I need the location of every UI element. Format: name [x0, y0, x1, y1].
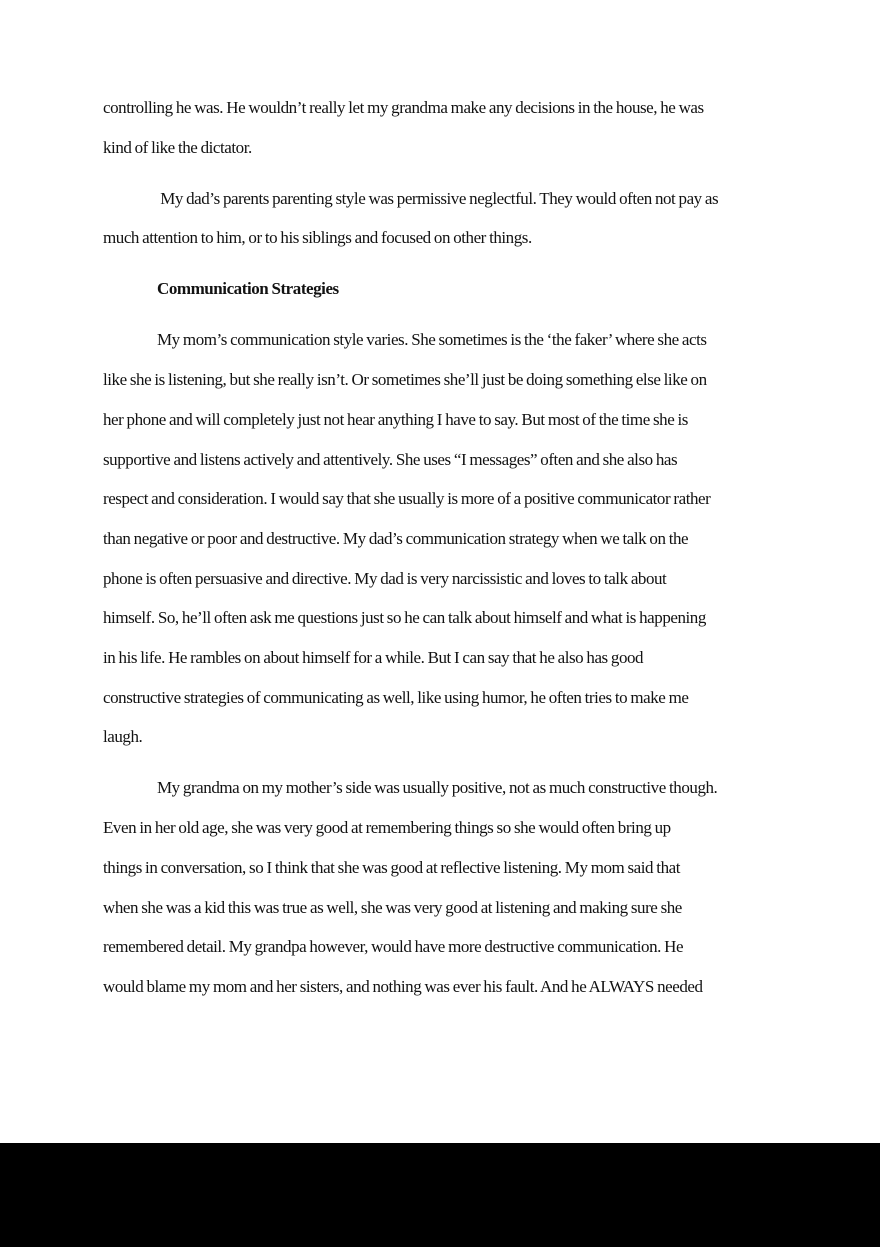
body-paragraph — [103, 320, 823, 757]
text-line: Even in her old age, she was very good at remembering things so she would often bring up — [103, 818, 671, 838]
text-line: things in conversation, so I think that she was good at reflective listening. My mom said that — [103, 857, 680, 877]
text-line: remembered detail. My grandpa however, would have more destructive communication. He — [103, 937, 684, 957]
document-text-block — [103, 88, 823, 1007]
text-line: in his life. He rambles on about himself for a while. But I can say that he also has good — [103, 648, 644, 668]
text-line: when she was a kid this was true as well, she was very good at listening and making sure she — [103, 897, 682, 917]
text-line: laugh. — [103, 727, 143, 747]
text-line: My dad’s parents parenting style was permissive neglectful. They would often not pay as — [157, 188, 719, 208]
text-line: her phone and will completely just not hear anything I have to say. But most of the time she is — [103, 409, 688, 429]
text-line: constructive strategies of communicating as well, like using humor, he often tries to make me — [103, 687, 689, 707]
section-heading-text: Communication Strategies — [157, 279, 339, 299]
text-line: My mom’s communication style varies. She sometimes is the ‘the faker’ where she acts — [157, 330, 707, 350]
text-line: much attention to him, or to his siblings and focused on other things. — [103, 228, 532, 248]
text-line: kind of like the dictator. — [103, 137, 252, 157]
text-line: like she is listening, but she really isn’t. Or sometimes she’ll just be doing something else like on — [103, 370, 707, 390]
body-paragraph — [103, 768, 823, 1006]
text-line: supportive and listens actively and attentively. She uses “I messages” often and she also has — [103, 449, 678, 469]
text-line: himself. So, he’ll often ask me questions just so he can talk about himself and what is happening — [103, 608, 706, 628]
body-paragraph — [103, 179, 823, 258]
text-line: would blame my mom and her sisters, and nothing was ever his fault. And he ALWAYS needed — [103, 976, 703, 996]
text-line: controlling he was. He wouldn’t really let my grandma make any decisions in the house, he was — [103, 98, 704, 117]
body-paragraph — [103, 88, 823, 167]
letterbox-bottom-bar — [0, 1143, 880, 1247]
text-line: My grandma on my mother’s side was usually positive, not as much constructive though. — [157, 778, 718, 798]
text-line: phone is often persuasive and directive. My dad is very narcissistic and loves to talk about — [103, 568, 667, 588]
section-heading — [103, 269, 823, 309]
text-line: respect and consideration. I would say that she usually is more of a positive communicator rather — [103, 489, 711, 509]
text-line: than negative or poor and destructive. My dad’s communication strategy when we talk on the — [103, 528, 689, 548]
